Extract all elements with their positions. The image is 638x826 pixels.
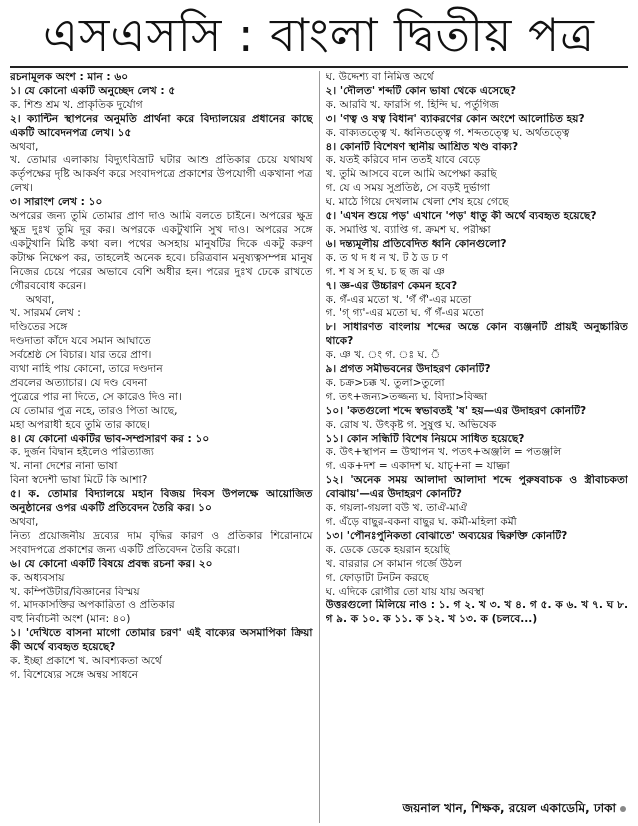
right-column-line: ঘ. এদিকে রোগীর তো যায় যায় অবস্থা — [325, 585, 485, 598]
right-column-line: ক. বাক্যতত্ত্বে খ. ধ্বনিতত্ত্বে গ. শব্দতত্ত্বে ঘ. অর্থতত্ত্বে — [325, 126, 570, 139]
left-column-line: যে তোমার পুত্র নহে, তারও পিতা আছে, — [10, 404, 178, 417]
left-column-line: ক. দুর্জন বিদ্বান হইলেও পরিত্যাজ্য — [10, 446, 154, 459]
left-column-line: নিত্য প্রয়োজনীয় দ্রব্যের দাম বৃদ্ধির কারণ ও প্রতিকার শিরোনামে সংবাদপত্রে প্রকাশের জন্য একটি প্রতিবেদন তৈরি করো। — [10, 529, 313, 556]
bullet-icon — [620, 806, 626, 812]
left-column-line: ক. শিশু শ্রম খ. প্রাকৃতিক দুর্যোগ — [10, 98, 143, 111]
left-column-line: ক. ইচ্ছা প্রকাশে খ. আবশ্যকতা অর্থে — [10, 655, 162, 668]
left-column-line: খ. সারমর্ম লেখ : — [10, 307, 81, 320]
right-column-line: ক. আরবি খ. ফারসি গ. হিন্দি ঘ. পর্তুগিজ — [325, 98, 499, 111]
right-column-line: ৩। 'ণত্ব ও ষত্ব বিধান' ব্যাকরণের কোন অংশে আলোচিত হয়? — [325, 112, 585, 125]
right-column-line: ক. ত থ দ ধ ন খ. ট ঠ ড ঢ ণ — [325, 251, 448, 264]
right-column-line: ঘ. উদ্দেশ্য বা নিমিত্ত অর্থে — [325, 71, 434, 83]
right-column-line: ৯। প্রগত সমীভবনের উদাহরণ কোনটি? — [325, 363, 491, 376]
right-column-line: ২। 'দৌলত' শব্দটি কোন ভাষা থেকে এসেছে? — [325, 84, 516, 97]
right-column-line: ৪। কোনটি বিশেষণ স্থানীয় আশ্রিত খণ্ড বাক্য? — [325, 140, 519, 153]
right-column-line: গ. এক+দশ = একাদশ ঘ. যাচ্+না = যাচ্ঞা — [325, 460, 510, 473]
left-column-line: ২। ক্যান্টিন স্থাপনের অনুমতি প্রার্থনা করে বিদ্যালয়ের প্রধানের কাছে একটি আবেদনপত্র লেখ। ১৫ — [10, 112, 313, 139]
right-column-line: উত্তরগুলো মিলিয়ে নাও : ১. গ ২. খ ৩. খ ৪. গ ৫. ক ৬. খ ৭. ঘ ৮. গ ৯. ক ১০. ক ১১. ক ১২. খ ১৩. ক (চলবে...) — [325, 599, 628, 626]
right-column-line: ক. সমাপ্তি খ. ব্যাপ্তি গ. ক্রমশ ঘ. পরীক্ষা — [325, 223, 491, 236]
left-column-line: ৪। যে কোনো একটির ভাব-সম্প্রসারণ কর : ১০ — [10, 432, 210, 445]
right-column — [320, 71, 629, 823]
page-title: এসএসসি : বাংলা দ্বিতীয় পত্র — [10, 6, 628, 68]
right-column-line: ক. গঁ-এর মতো খ. 'গঁ গঁ'-এর মতো — [325, 293, 472, 306]
right-column-line: গ. 'গ্ গ্য'-এর মতো ঘ. গঁ গঁ-এর মতো — [325, 307, 484, 320]
left-column-line: অথবা, — [10, 140, 39, 153]
left-column-line: অথবা, — [10, 516, 39, 528]
left-column-line: সর্বশ্রেষ্ঠ সে বিচার। যার তরে প্রাণ। — [10, 349, 152, 362]
left-column-line: খ. নানা দেশের নানা ভাষা — [10, 460, 118, 473]
left-column-line: গ. বিশেষ্যের সঙ্গে অন্বয় সাধনে — [10, 668, 139, 681]
right-column-line: ৮। সাধারণত বাংলায় শব্দের অন্তে কোন ব্যঞ্জনটি প্রায়ই অনুচ্চারিত থাকে? — [325, 321, 628, 348]
left-column-line: ১। 'দেখিতে বাসনা মাগো তোমার চরণ' এই বাক্যের অসমাপিকা ক্রিয়া কী অর্থে ব্যবহৃত হয়েছে? — [10, 627, 313, 654]
right-column-line: ৭। জ্ঞ-এর উচ্চারণ কেমন হবে? — [325, 279, 458, 292]
left-column-line: অথবা, — [26, 293, 55, 306]
left-column-line: অপরের জন্য তুমি তোমার প্রাণ দাও আমি বলতে চাইনে। অপরের ক্ষুদ্র ক্ষুদ্র দুঃখ তুমি দূর কর। অপরকে একটুখানি সুখ দাও। অপরের সঙ্গে একটুখানি মিষ্টি কথা বল। পথের অসহায় মানুষটির দিকে একটু করুণ কটাক্ষ নিক্ষেপ কর, তাহলেই অনেক হবে। চরিত্রবান মনুষ্যত্বসম্পন্ন মানুষ নিজের চেয়ে পরের অভাবে বেশি অধীর হন। পরের দুঃখ ঢেকে রাখতে গৌরববোধ করেন। — [10, 210, 313, 292]
left-column-line: রচনামূলক অংশ : মান : ৬০ — [10, 71, 129, 83]
left-column-line: ৬। যে কোনো একটি বিষয়ে প্রবন্ধ রচনা কর। ২০ — [10, 557, 213, 570]
left-column-line: ৩। সারাংশ লেখ : ১০ — [10, 196, 103, 209]
left-column-line: পুত্রেরে পার না দিতে, সে কারেও দিও না। — [10, 390, 182, 403]
right-column-line: খ. তুমি আসবে বলে আমি অপেক্ষা করছি — [325, 168, 497, 181]
left-column-line: খ. কম্পিউটার/বিজ্ঞানের বিস্ময় — [10, 585, 140, 598]
left-column-line: ৫। ক. তোমার বিদ্যালয়ে মহান বিজয় দিবস উপলক্ষে আয়োজিত অনুষ্ঠানের ওপর একটি প্রতিবেদন তৈরি কর। ১০ — [10, 488, 313, 515]
left-column-line: ক. অধ্যবসায় — [10, 571, 65, 584]
right-column-line: ঘ. মাঠে গিয়ে দেখলাম খেলা শেষ হয়ে গেছে — [325, 196, 509, 209]
left-column-line: বহু নির্বাচনী অংশ (মান: ৪০) — [10, 613, 131, 626]
left-column-line: দণ্ডদাতা কাঁদে যবে সমান আঘাতে — [10, 335, 151, 348]
author-credit-text: জয়নাল খান, শিক্ষক, রয়েল একাডেমি, ঢাকা — [402, 801, 616, 815]
right-column-line: গ. ফোড়াটা টনটন করছে — [325, 571, 429, 584]
left-column-line: গ. মাদকাসক্তির অপকারিতা ও প্রতিকার — [10, 599, 175, 612]
left-column-line: দণ্ডিতের সঙ্গে — [10, 321, 68, 334]
right-column-line: ক. চক্র>চক্ক খ. তুলা>তুলো — [325, 376, 445, 389]
right-column-line: ৬। দন্ত্যমূলীয় প্রতিবেদিত ধ্বনি কোনগুলো? — [325, 237, 507, 250]
left-column-line: ১। যে কোনো একটি অনুচ্ছেদ লেখ : ৫ — [10, 84, 176, 97]
left-column — [10, 71, 320, 823]
right-column-line: ক. ঞ খ. ং গ. ঃ ঘ. ঁ — [325, 349, 441, 362]
left-column-line: প্রবলের অত্যাচার। যে দণ্ড বেদনা — [10, 376, 148, 389]
right-column-line: গ. যে এ সময় সুপ্রতিষ্ঠ, সে বড়ই দুর্ভাগা — [325, 182, 490, 195]
right-column-line: গ. শ ষ স হ ঘ. চ ছ জ ঝ ঞ — [325, 265, 445, 278]
left-column-line: মহা অপরাধী হবে তুমি তার কাছে। — [10, 418, 150, 431]
right-column-line: গ. এঁড়ে বাছুর-বকনা বাছুর ঘ. কর্মী-মহিলা কর্মী — [325, 516, 517, 528]
left-column-line: ব্যথা নাহি পায় কোনো, তারে দণ্ডদান — [10, 363, 163, 376]
columns — [10, 71, 628, 823]
right-column-line: ক. গয়লা-গয়লা বউ খ. তাঐ-মাঐ — [325, 502, 468, 515]
right-column-line: ১১। কোন সন্ধিটি বিশেষ নিয়মে সাধিত হয়েছে? — [325, 432, 525, 445]
right-column-line: ক. উৎ+স্থাপন = উত্থাপন খ. পতৎ+অঞ্জলি = পতঞ্জলি — [325, 446, 562, 459]
right-column-line: খ. বাররার সে কামান গর্জে উঠল — [325, 557, 462, 570]
right-column-line: ক. যতই করিবে দান ততই যাবে বেড়ে — [325, 154, 481, 167]
left-column-line: বিনা স্বদেশী ভাষা মিটে কি আশা? — [10, 474, 148, 487]
right-column-line: ৫। 'এখন শুয়ে পড়' এখানে 'পড়' ধাতু কী অর্থে ব্যবহৃত হয়েছে? — [325, 210, 597, 223]
right-column-line: ১২। 'অনেক সময় আলাদা আলাদা শব্দে পুরুষবাচক ও স্ত্রীবাচকতা বোঝায়'—এর উদাহরণ কোনটি? — [325, 474, 628, 501]
left-column-line: খ. তোমার এলাকায় বিদ্যুৎবিভ্রাট ঘটার আশু প্রতিকার চেয়ে যথাযথ কর্তৃপক্ষের দৃষ্টি আকর্ষণ করে সংবাদপত্রে প্রকাশের উপযোগী একখানা পত্র লেখ। — [10, 154, 313, 195]
right-column-line: ক. ডেকে ডেকে হয়রান হয়েছি — [325, 543, 450, 556]
right-column-line: গ. তৎ+জন্য>তজ্জন্য ঘ. বিদ্যা>বিজ্জা — [325, 390, 488, 403]
right-column-line: ১০। 'কতগুলো শব্দে স্বভাবতই 'ষ' হয়—এর উদাহরণ কোনটি? — [325, 404, 587, 417]
right-column-line: ১৩। 'পৌনঃপুনিকতা বোঝাতে' অব্যয়ের দ্বিরুক্তি কোনটি? — [325, 529, 568, 542]
author-credit — [403, 800, 626, 820]
right-column-line: ক. রোষ খ. উৎকৃষ্ট গ. সুষুপ্ত ঘ. অভিষেক — [325, 418, 497, 431]
